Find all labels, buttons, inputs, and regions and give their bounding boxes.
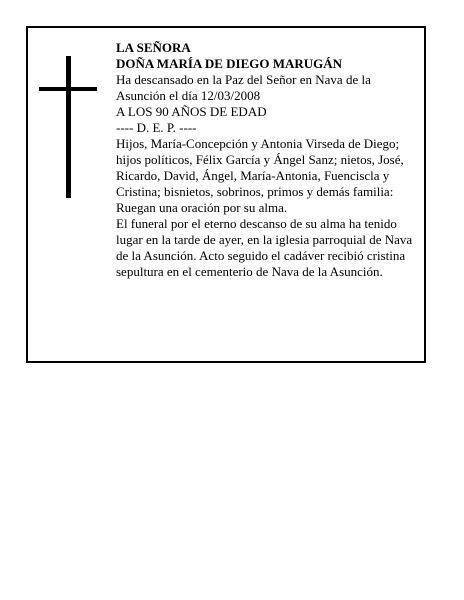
death-statement: Ha descansado en la Paz del Señor en Nava de la Asunción el día 12/03/2008 [116,72,371,103]
obituary-text [116,40,421,280]
notice-title: LA SEÑORA [116,40,191,55]
prayer-request: Ruegan una oración por su alma. [116,200,288,215]
cross-vertical-bar [66,56,71,198]
cross-horizontal-bar [39,87,97,91]
age-statement: A LOS 90 AÑOS DE EDAD [116,104,267,119]
cross-icon [39,56,97,198]
funeral-details: El funeral por el eterno descanso de su alma ha tenido lugar en la tarde de ayer, en la iglesia parroquial de Nava de la Asunción. Acto seguido el cadáver recibió cristina sepultura en el cementerio de Nava de la Asunción. [116,216,413,279]
deceased-name: DOÑA MARÍA DE DIEGO MARUGÁN [116,56,343,71]
family-list: Hijos, María-Concepción y Antonia Virseda de Diego; hijos políticos, Félix García y Ángel Sanz; nietos, José, Ricardo, David, Ángel, María-Antonia, Fuenciscla y Cristina; bisnietos, sobrinos, primos y demás familia: [116,136,404,199]
rip-line: ---- D. E. P. ---- [116,120,197,135]
obituary-notice [26,26,426,363]
